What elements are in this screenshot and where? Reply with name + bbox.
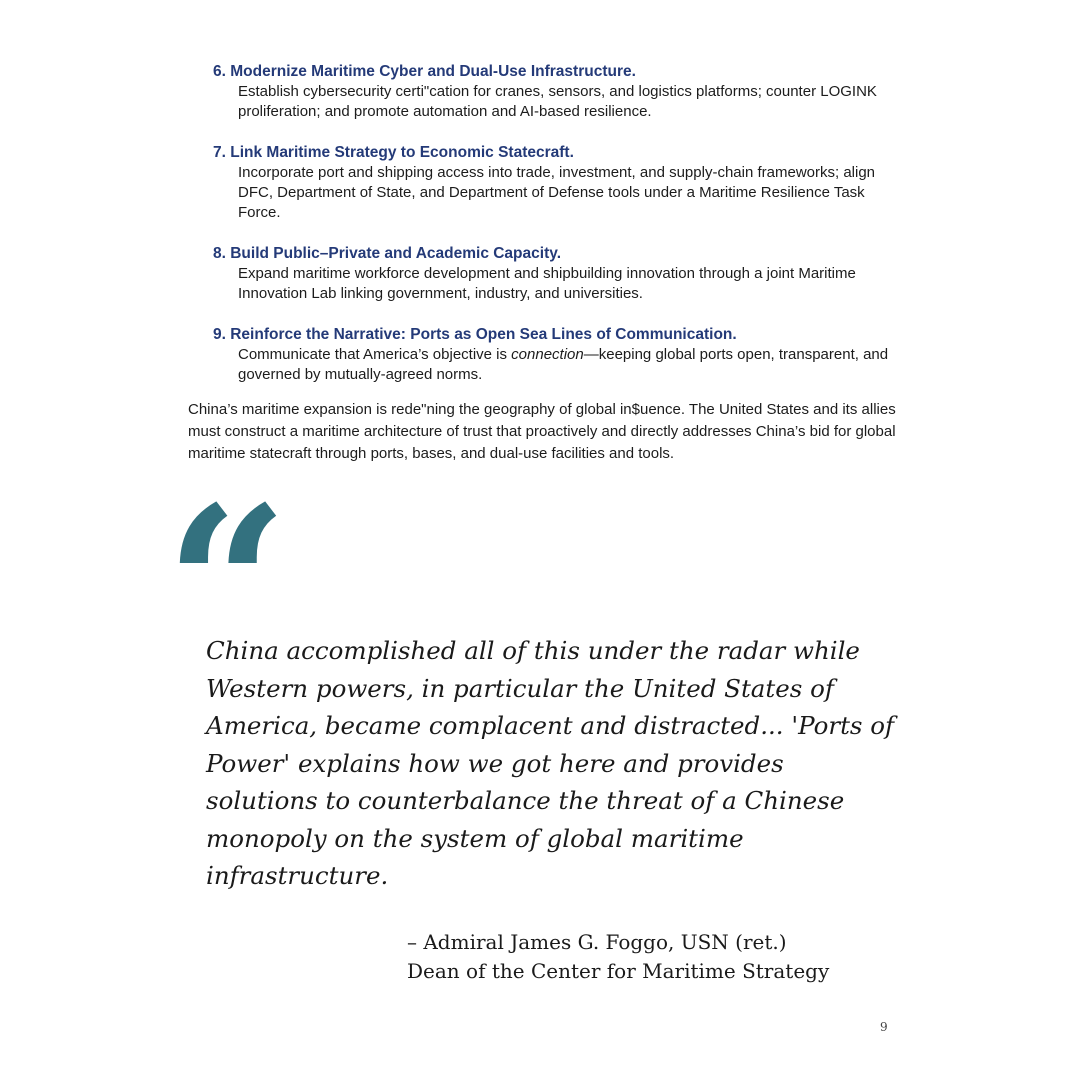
- page-number: 9: [880, 1020, 888, 1034]
- recommendation-body: Incorporate port and shipping access into trade, investment, and supply-chain frameworks; align DFC, Department of State, and Department of Defense tools under a Maritime Resilience Task Force.: [238, 164, 876, 221]
- recommendation-8: [213, 244, 903, 304]
- recommendation-title: 7. Link Maritime Strategy to Economic Statecraft.: [213, 144, 574, 161]
- body-text: —keeping global ports open, transparent, and governed by mutually-agreed norms.: [238, 346, 889, 383]
- quote-attribution: [407, 928, 829, 986]
- recommendation-body: [238, 345, 903, 385]
- recommendation-7: [213, 143, 903, 223]
- recommendation-list: [213, 62, 903, 406]
- recommendation-title: 8. Build Public–Private and Academic Capacity.: [213, 245, 562, 262]
- recommendation-title: 9. Reinforce the Narrative: Ports as Open Sea Lines of Communication.: [213, 326, 737, 343]
- emphasized-word: connection: [511, 346, 584, 363]
- pull-quote: China accomplished all of this under the radar while Western powers, in particular the United States of America, became complacent and distracted... 'Ports of Power' explains how we got here and provides solutions to counterbalance the threat of a Chinese monopoly on the system of global maritime infrastructure.: [206, 636, 895, 890]
- recommendation-body: Expand maritime workforce development and shipbuilding innovation through a joint Maritime Innovation Lab linking government, industry, and universities.: [238, 265, 856, 302]
- recommendation-9: [213, 325, 903, 385]
- quote-mark-icon: “: [165, 459, 289, 712]
- recommendation-title: 6. Modernize Maritime Cyber and Dual-Use Infrastructure.: [213, 63, 636, 80]
- attribution-title: Dean of the Center for Maritime Strategy: [407, 959, 830, 983]
- attribution-name: – Admiral James G. Foggo, USN (ret.): [407, 930, 787, 954]
- summary-paragraph: China’s maritime expansion is rede"ning the geography of global in$uence. The United States and its allies must construct a maritime architecture of trust that proactively and directly addresses China’s bid for global maritime statecraft through ports, bases, and dual-use facilities and tools.: [188, 401, 896, 462]
- recommendation-body: Establish cybersecurity certi"cation for cranes, sensors, and logistics platforms; counter LOGINK proliferation; and promote automation and AI-based resilience.: [238, 83, 877, 120]
- recommendation-6: [213, 62, 903, 122]
- body-text: Communicate that America’s objective is: [238, 346, 512, 363]
